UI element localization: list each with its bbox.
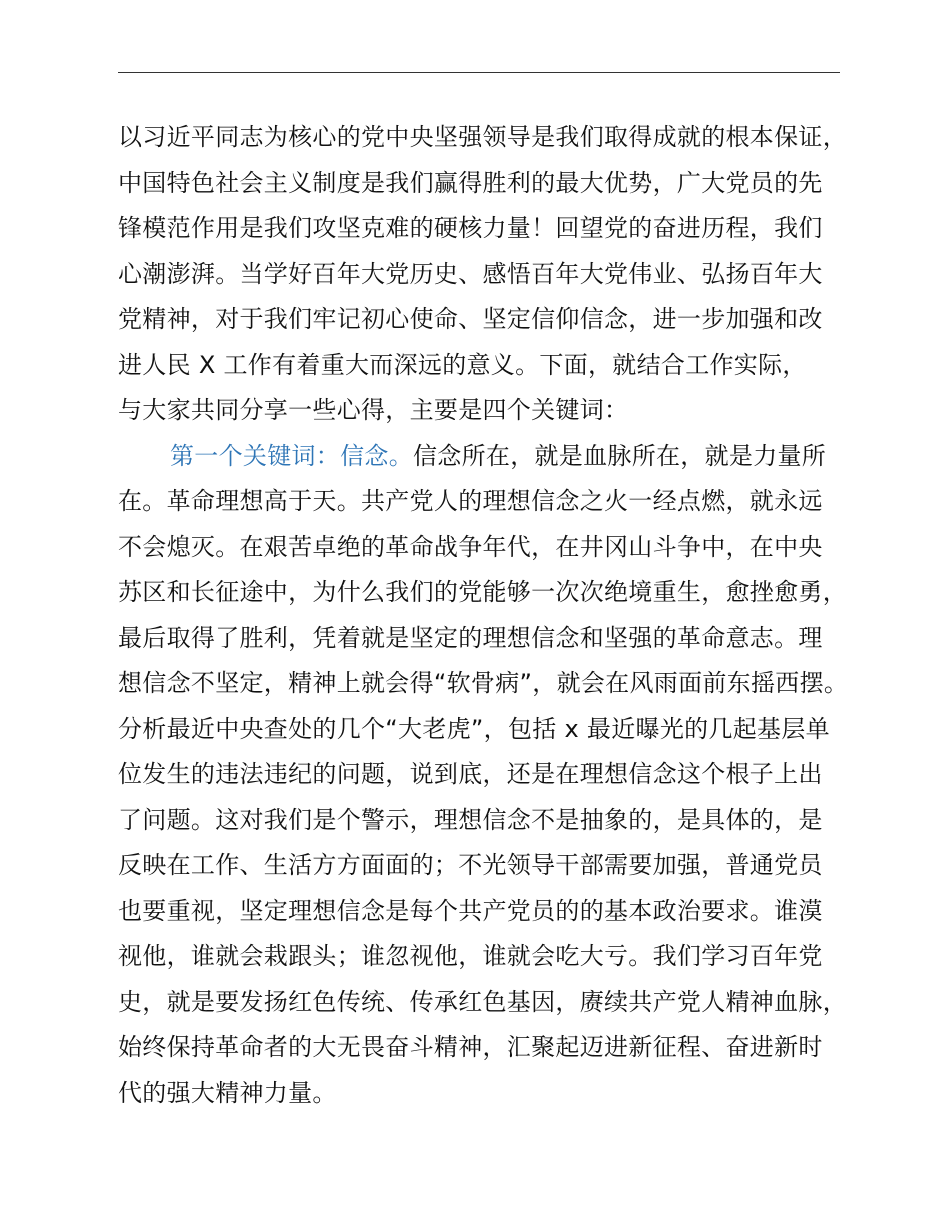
text-line: 史，就是要发扬红色传统、传承红色基因，赓续共产党人精神血脉， bbox=[118, 987, 847, 1016]
text-line: 了问题。这对我们是个警示，理想信念不是抽象的，是具体的，是 bbox=[118, 805, 823, 834]
header-rule bbox=[118, 72, 840, 73]
text-line: 在。革命理想高于天。共产党人的理想信念之火一经点燃，就永远 bbox=[118, 487, 823, 515]
paragraph-intro bbox=[118, 115, 863, 434]
document-body bbox=[118, 115, 863, 1116]
text-line: 也要重视，坚定理想信念是每个共产党员的的基本政治要求。谁漠 bbox=[118, 896, 823, 925]
text-line: 始终保持革命者的大无畏奋斗精神，汇聚起迈进新征程、奋进新时 bbox=[118, 1033, 823, 1061]
text-line: 锋模范作用是我们攻坚克难的硬核力量！回望党的奋进历程，我们 bbox=[118, 214, 823, 242]
text-line: 与大家共同分享一些心得，主要是四个关键词： bbox=[118, 396, 629, 424]
text-line: 心潮澎湃。当学好百年大党历史、感悟百年大党伟业、弘扬百年大 bbox=[118, 259, 823, 288]
text-line: 视他，谁就会栽跟头；谁忽视他，谁就会吃大亏。我们学习百年党 bbox=[118, 942, 823, 970]
text-line: 位发生的违法违纪的问题，说到底，还是在理想信念这个根子上出 bbox=[118, 760, 823, 788]
keyword-heading: 第一个关键词：信念。 bbox=[170, 441, 413, 470]
paragraph-keyword-one bbox=[118, 434, 863, 1117]
text-line: 以习近平同志为核心的党中央坚强领导是我们取得成就的根本保证， bbox=[118, 123, 847, 151]
text-line: 进人民 X 工作有着重大而深远的意义。下面，就结合工作实际， bbox=[118, 350, 807, 379]
text-line: 最后取得了胜利，凭着就是坚定的理想信念和坚强的革命意志。理 bbox=[118, 623, 823, 652]
text-line: 苏区和长征途中，为什么我们的党能够一次次绝境重生，愈挫愈勇， bbox=[118, 578, 847, 606]
text-line: 代的强大精神力量。 bbox=[118, 1078, 337, 1107]
text-line: 党精神，对于我们牢记初心使命、坚定信仰信念，进一步加强和改 bbox=[118, 305, 823, 333]
text-line: 反映在工作、生活方方面面的；不光领导干部需要加强，普通党员 bbox=[118, 851, 823, 879]
text-line: 分析最近中央查处的几个“大老虎”，包括 x 最近曝光的几起基层单 bbox=[118, 714, 830, 743]
text-line: 不会熄灭。在艰苦卓绝的革命战争年代，在井冈山斗争中，在中央 bbox=[118, 532, 823, 561]
text-line: 中国特色社会主义制度是我们赢得胜利的最大优势，广大党员的先 bbox=[118, 168, 823, 197]
text-line-first bbox=[118, 434, 863, 480]
text-line-rest: 信念所在，就是血脉所在，就是力量所 bbox=[413, 441, 827, 470]
text-line: 想信念不坚定，精神上就会得“软骨病”，就会在风雨面前东摇西摆。 bbox=[118, 669, 849, 697]
